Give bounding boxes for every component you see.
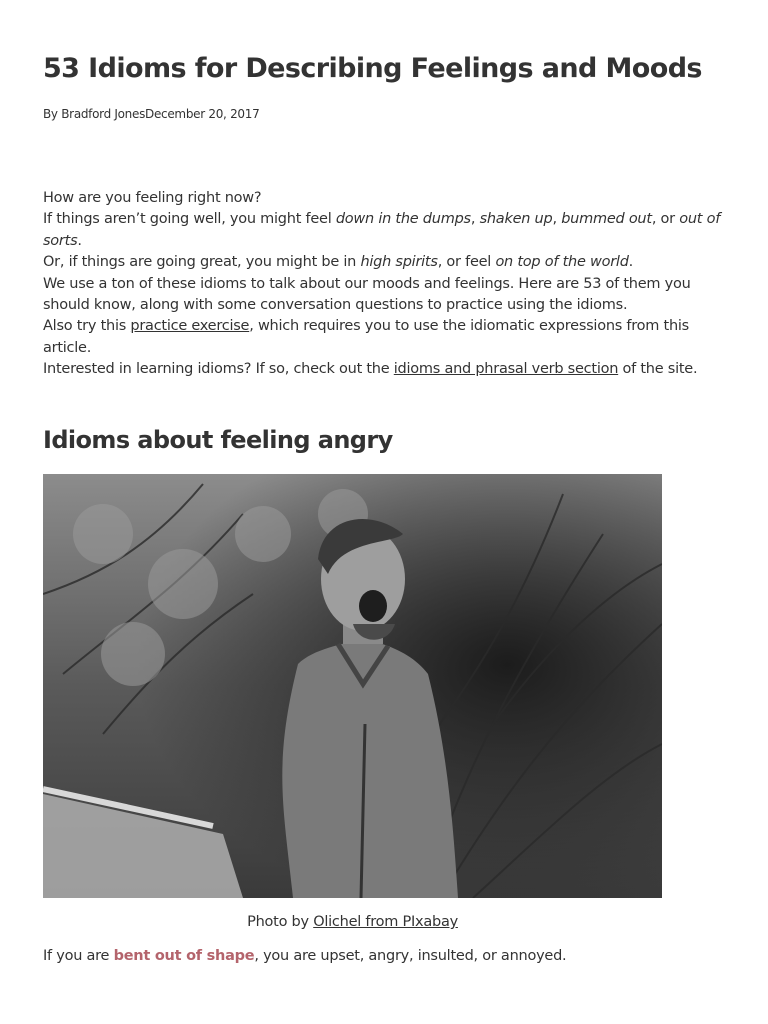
intro-line: How are you feeling right now? — [43, 190, 262, 206]
idiom-text: out of sorts — [43, 211, 721, 249]
idioms-section-link[interactable]: idioms and phrasal verb section — [393, 361, 619, 378]
page-title: 53 Idioms for Describing Feelings and Moods — [43, 53, 702, 84]
photo-caption: Photo by Olichel from PIxabay — [247, 914, 458, 930]
idiom-definition: If you are bent out of shape, you are upset, angry, insulted, or annoyed. — [43, 948, 567, 964]
idiom-text: on top of the world — [495, 254, 629, 271]
idiom-text: down in the dumps — [335, 211, 471, 228]
intro-line: We use a ton of these idioms to talk about our moods and feelings. Here are 53 of them you should know, along with some conversation questions to practice using the idioms. — [43, 275, 691, 314]
idiom-text: high spirits — [360, 254, 438, 271]
intro-line: If things aren’t going well, you might feel down in the dumps, shaken up, bummed out, or out of sorts. — [43, 211, 721, 249]
intro-line: Also try this practice exercise, which requires you to use the idiomatic expressions from this article. — [43, 318, 689, 356]
section-heading: Idioms about feeling angry — [43, 426, 393, 454]
intro-line: Or, if things are going great, you might be in high spirits, or feel on top of the world. — [43, 254, 634, 271]
intro-text — [43, 188, 723, 381]
idiom-text: bummed out — [561, 211, 652, 228]
byline: By Bradford JonesDecember 20, 2017 — [43, 107, 260, 121]
intro-line: Interested in learning idioms? If so, check out the idioms and phrasal verb section of the site. — [43, 361, 698, 378]
idiom-text: shaken up — [479, 211, 553, 228]
practice-exercise-link[interactable]: practice exercise — [130, 318, 250, 335]
idiom-highlight: bent out of shape — [113, 948, 255, 964]
photo-credit-link[interactable]: Olichel from PIxabay — [313, 914, 458, 930]
angry-man-photo — [43, 474, 662, 898]
